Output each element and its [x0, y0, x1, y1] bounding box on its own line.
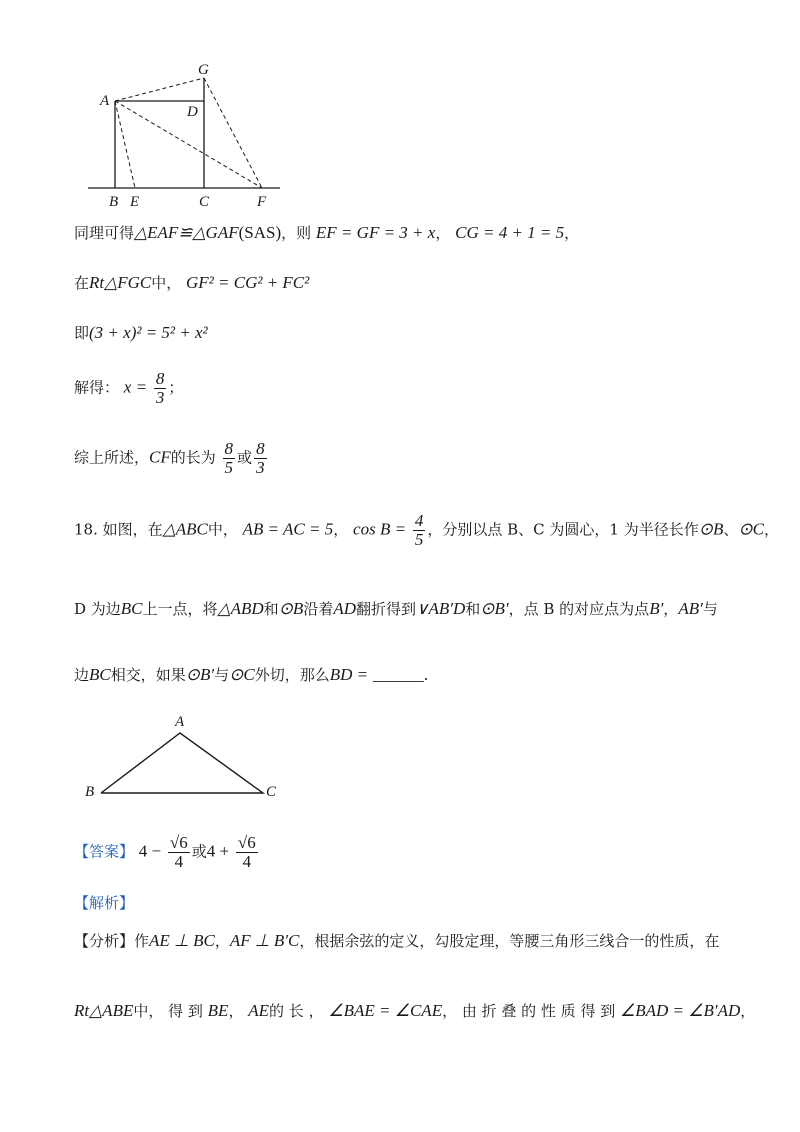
fraction-sqrt6-4-b: $\frac{√6}{4}$: [237, 833, 256, 871]
dashed-AG: [115, 78, 204, 101]
dashed-GF: [204, 78, 262, 188]
fenxi-tag: 【分析】: [74, 932, 135, 950]
answer-line: 【答案】 4 − $\frac{√6}{4}$ 或4 + $\frac{√6}{4}$: [74, 833, 256, 871]
question-18-line-1: 18. 如图，在△ABC中， AB = AC = 5， cos B = $\frac{4}{5}$ ，分别以点 B、C 为圆心，1 为半径长作⊙B、⊙C，: [74, 511, 779, 549]
dashed-AE: [115, 101, 135, 188]
line-congruence: 同理可得△EAF≌△GAF(SAS)，则 EF = GF = 3 + x， CG = 4 + 1 = 5，: [74, 223, 580, 242]
geometry-figure-1: [80, 60, 290, 210]
fraction-8-3: $\frac{8}{3}$: [155, 369, 165, 407]
question-18-line-3: 边BC相交，如果⊙B′与⊙C外切，那么BD = ______.: [74, 665, 429, 684]
line-solution: 解得： x = $\frac{8}{3}$ ；: [74, 369, 184, 407]
analysis-tag: 【解析】: [74, 894, 135, 912]
line-conclusion: 综上所述，CF的长为 $\frac{8}{5}$ 或 $\frac{8}{3}$: [74, 439, 265, 477]
label-A: A: [100, 93, 110, 109]
answer-tag: 【答案】: [74, 842, 135, 861]
label-E: E: [130, 194, 140, 210]
equation-ef: EF = GF = 3 + x: [315, 223, 436, 242]
label-C: C: [266, 784, 277, 800]
fenxi-line-1: 【分析】作AE ⊥ BC，AF ⊥ B′C，根据余弦的定义，勾股定理，等腰三角形三线合一的性质，在: [74, 931, 720, 950]
equation-gf: GF² = CG² + FC²: [186, 273, 310, 292]
fraction-4-5: $\frac{4}{5}$: [414, 511, 424, 549]
line-equation: 即(3 + x)² = 5² + x²: [74, 323, 208, 342]
label-F: F: [257, 194, 267, 210]
fraction-8-5: $\frac{8}{5}$: [224, 439, 234, 477]
label-G: G: [198, 62, 209, 78]
equation-x: (3 + x)² = 5² + x²: [89, 323, 208, 342]
congruence-expr: △EAF≌△GAF: [134, 223, 239, 242]
fraction-sqrt6-4-a: $\frac{√6}{4}$: [169, 833, 188, 871]
equation-cg: CG = 4 + 1 = 5: [455, 223, 565, 242]
triangle-ABC: [101, 733, 263, 793]
label-D: D: [187, 104, 198, 120]
fenxi-line-2: Rt△ABE中， 得 到 BE， AE的 长 ， ∠BAE = ∠CAE， 由 折 叠 的 性 质 得 到 ∠BAD = ∠B′AD，: [74, 1001, 756, 1020]
label-C: C: [199, 194, 210, 210]
question-18-line-2: D 为边BC上一点，将△ABD和⊙B沿着AD翻折得到∨AB′D和⊙B′，点 B 的对应点为点B′，AB′与: [74, 599, 718, 618]
fraction-8-3-b: $\frac{8}{3}$: [256, 439, 265, 477]
label-A: A: [175, 714, 185, 730]
label-B: B: [109, 194, 119, 210]
analysis-line: [74, 892, 134, 913]
label-B: B: [85, 784, 95, 800]
geometry-figure-triangle: [80, 712, 290, 804]
line-pythagoras: 在Rt△FGC中， GF² = CG² + FC²: [74, 273, 310, 292]
answer-blank: ______.: [372, 665, 429, 684]
